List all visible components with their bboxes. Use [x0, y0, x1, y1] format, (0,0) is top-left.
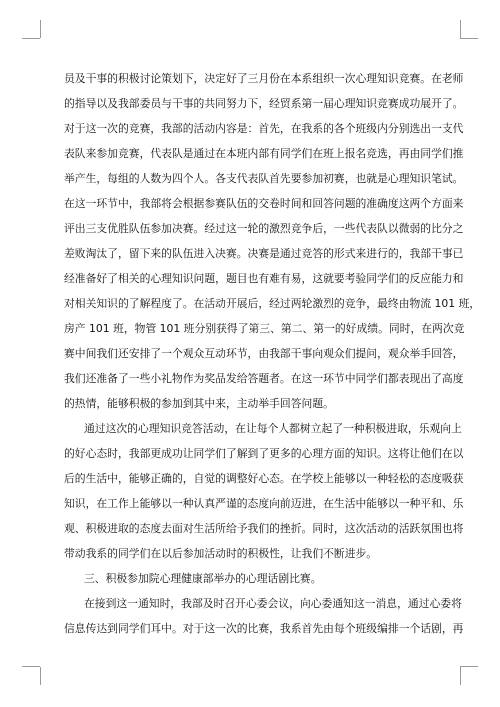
- text-line: 信息传达到同学们耳中。对于这一次的比赛，我系首先由每个班级编排一个话剧，再: [64, 622, 464, 635]
- text-line: 后的生活中，能够正确的，自觉的调整好心态。在学校上能够以一种轻松的态度吸获: [64, 472, 464, 485]
- text-line: 差败淘汰了，留下来的队伍进入决赛。决赛是通过竞答的形式来进行的，我部干事已: [64, 247, 464, 260]
- text-line: 的指导以及我部委员与干事的共同努力下，经贸系第一届心理知识竞赛成功展开了。: [64, 97, 464, 110]
- text-line: 在这一环节中，我部将会根据参赛队伍的交卷时间和回答问题的准确度这两个方面来: [64, 197, 464, 210]
- text-line: 评出三支优胜队伍参加决赛。经过这一轮的激烈竞争后，一些代表队以微弱的比分之: [64, 222, 464, 235]
- text-line: 表队来参加竞赛，代表队是通过在本班内部有同学们在班上报名竞选，再由同学们推: [64, 147, 464, 160]
- crop-mark-top-left-h: [22, 38, 40, 39]
- crop-mark-top-right-h: [460, 38, 478, 39]
- text-line: 观、积极进取的态度去面对生活所给予我们的挫折。同时，这次活动的活跃氛围也将: [64, 522, 464, 535]
- text-line: 对于这一次的竞赛，我部的活动内容是：首先，在我系的各个班级内分别选出一支代: [64, 122, 464, 135]
- crop-mark-bottom-right-v: [460, 667, 461, 685]
- text-line: 赛中间我们还安排了一个观众互动环节，由我部干事向观众们提问，观众举手回答，: [64, 347, 464, 360]
- text-line: 知识，在工作上能够以一种认真严谨的态度向前迈进，在生活中能够以一种平和、乐: [64, 497, 464, 510]
- text-line: 带动我系的同学们在以后参加活动时的积极性，让我们不断进步。: [64, 547, 378, 560]
- body-text: [64, 66, 481, 641]
- text-line: 经准备好了相关的心理知识问题，题目也有难有易，这就要考验同学们的反应能力和: [64, 272, 464, 285]
- text-line: 的热情，能够积极的参加到其中来，主动举手回答问题。: [64, 397, 334, 410]
- text-line: 员及干事的积极讨论策划下，决定好了三月份在本系组织一次心理知识竞赛。在老师: [64, 72, 464, 85]
- crop-mark-top-left-v: [40, 20, 41, 38]
- text-line: 房产 101 班，物管 101 班分别获得了第三、第二、第一的好成绩。同时，在两次竞: [64, 322, 465, 335]
- text-line: 通过这次的心理知识竞答活动，在让每个人都树立起了一种积极进取，乐观向上: [84, 422, 462, 435]
- crop-mark-top-right-v: [460, 20, 461, 38]
- text-line: 的好心态时，我部更成功让同学们了解到了更多的心理方面的知识。这将让他们在以: [64, 447, 464, 460]
- section-heading: 三、积极参加院心理健康部举办的心理话剧比赛。: [84, 572, 322, 585]
- text-line: 对相关知识的了解程度了。在活动开展后，经过两轮激烈的竞争，最终由物流 101 班，: [64, 297, 481, 310]
- text-line: 举产生，每组的人数为四个人。各支代表队首先要参加初赛，也就是心理知识笔试。: [64, 172, 464, 185]
- crop-mark-bottom-left-v: [40, 667, 41, 685]
- crop-mark-bottom-right-h: [460, 666, 478, 667]
- text-line: 在接到这一通知时，我部及时召开心委会议，向心委通知这一消息，通过心委将: [84, 597, 462, 610]
- text-line: 我们还准备了一些小礼物作为奖品发给答题者。在这一环节中同学们都表现出了高度: [64, 372, 464, 385]
- crop-mark-bottom-left-h: [22, 666, 40, 667]
